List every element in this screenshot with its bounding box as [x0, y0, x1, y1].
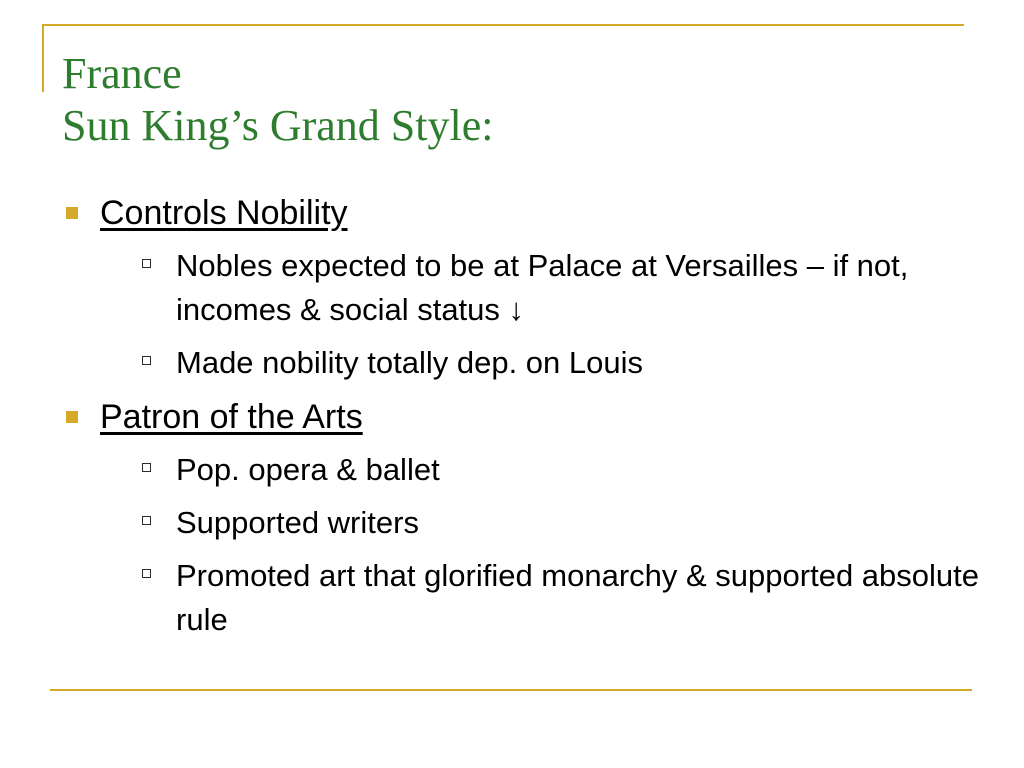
title-line-2: Sun King’s Grand Style:	[62, 101, 494, 150]
square-bullet-icon	[66, 411, 78, 423]
list-item	[100, 501, 962, 545]
list-item-text: Supported writers	[176, 505, 419, 540]
list-item	[100, 448, 962, 492]
section-heading: Patron of the Arts	[100, 398, 363, 436]
sub-bullet-list	[100, 448, 980, 642]
section-heading: Controls Nobility	[100, 194, 348, 232]
list-item	[100, 341, 962, 385]
bullet-list	[62, 190, 980, 651]
hollow-square-bullet-icon	[142, 356, 151, 365]
square-bullet-icon	[66, 207, 78, 219]
hollow-square-bullet-icon	[142, 569, 151, 578]
frame-top-rule	[42, 24, 964, 26]
frame-left-rule	[42, 24, 44, 92]
hollow-square-bullet-icon	[142, 463, 151, 472]
list-item-text: Nobles expected to be at Palace at Versailles – if not, incomes & social status ↓	[176, 248, 909, 327]
list-item-text: Pop. opera & ballet	[176, 452, 440, 487]
hollow-square-bullet-icon	[142, 516, 151, 525]
list-item	[100, 554, 980, 642]
sub-bullet-list	[100, 244, 962, 385]
section-controls-nobility	[62, 190, 962, 385]
slide-title	[62, 48, 493, 152]
list-item-text: Promoted art that glorified monarchy & supported absolute rule	[176, 558, 980, 637]
section-patron-of-the-arts	[62, 394, 980, 642]
list-item	[100, 244, 962, 332]
frame-bottom-rule	[50, 689, 972, 691]
title-line-1: France	[62, 49, 182, 98]
hollow-square-bullet-icon	[142, 259, 151, 268]
list-item-text: Made nobility totally dep. on Louis	[176, 345, 644, 380]
